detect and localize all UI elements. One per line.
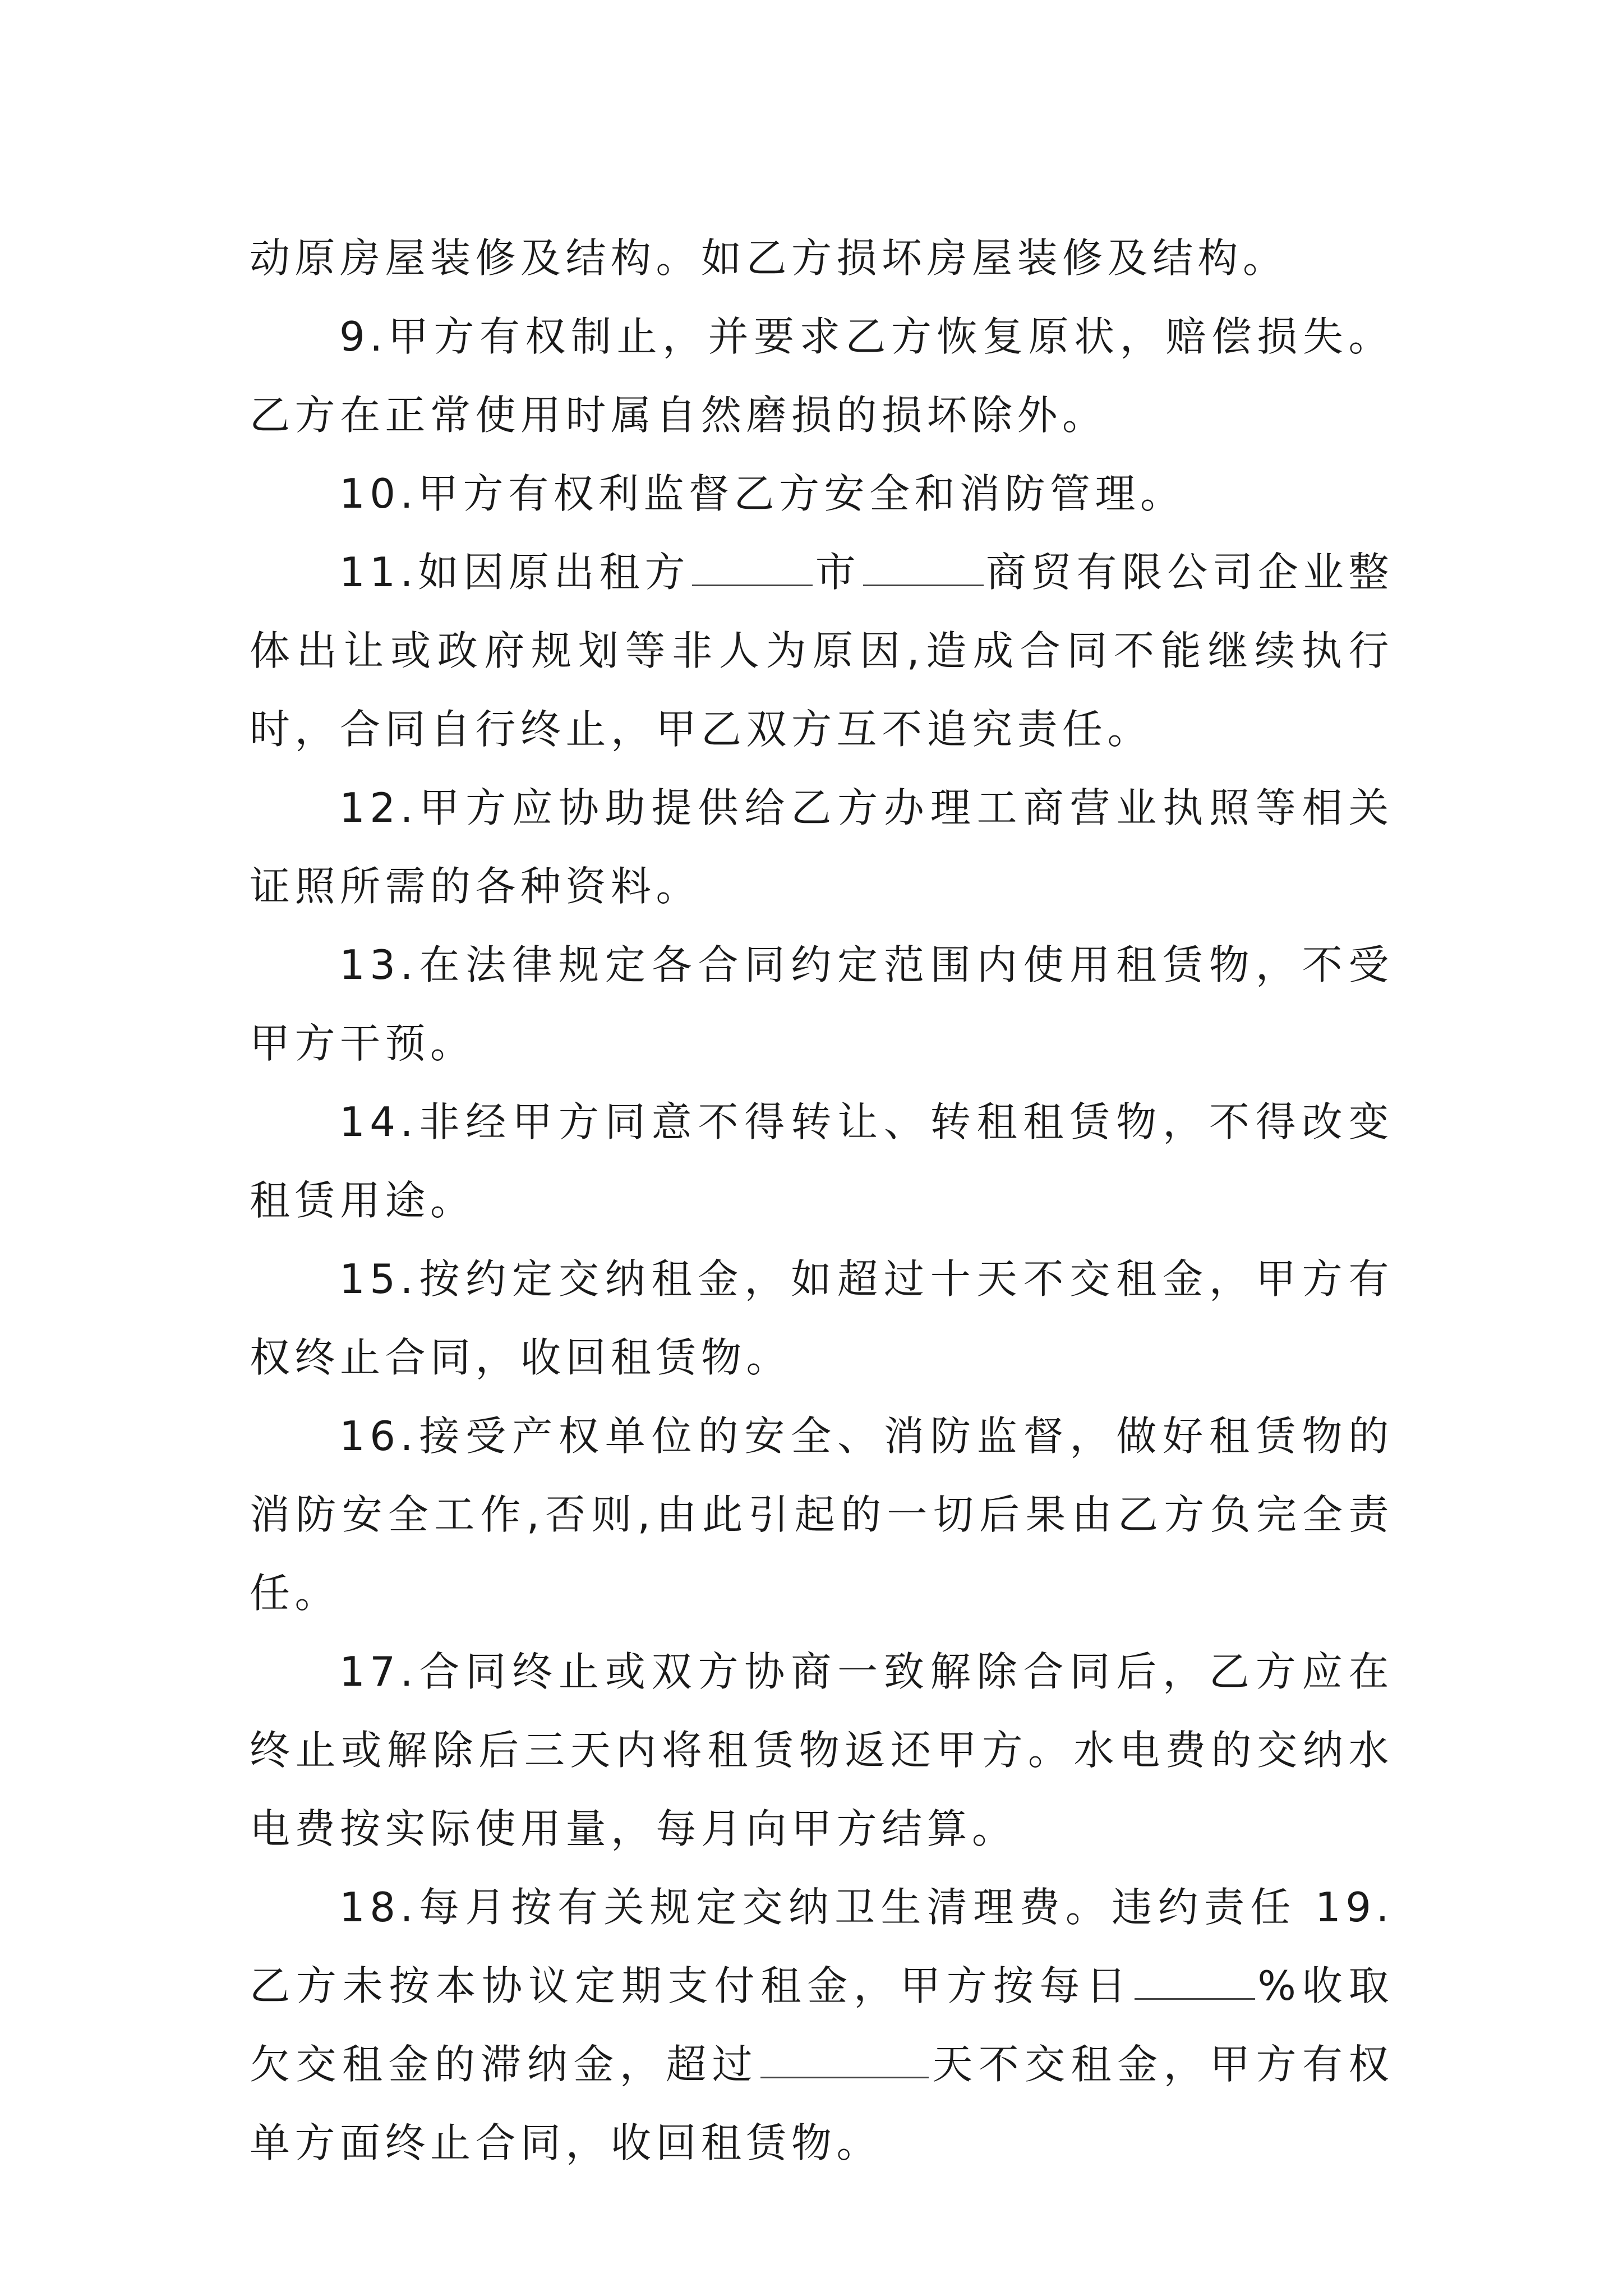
clause-18-text-3: 天不交租金，甲方有权单方面终止合同，收回租赁物。 [250,2041,1394,2166]
company-name-blank[interactable] [863,547,984,586]
clause-10: 10.甲方有权利监督乙方安全和消防管理。 [339,470,1186,517]
clause-14: 14.非经甲方同意不得转让、转租租赁物，不得改变租赁用途。 [250,1098,1394,1224]
clause-15: 15.按约定交纳租金，如超过十天不交租金，甲方有权终止合同，收回租赁物。 [250,1255,1394,1381]
clause-12: 12.甲方应协助提供给乙方办理工商营业执照等相关证照所需的各种资料。 [250,784,1394,910]
late-fee-percent-blank[interactable] [1135,1961,1255,2000]
clause-17: 17.合同终止或双方协商一致解除合同后，乙方应在终止或解除后三天内将租赁物返还甲方。水电费的交纳水电费按实际使用量，每月向甲方结算。 [250,1648,1394,1852]
overdue-days-blank[interactable] [760,2040,929,2078]
clause-16: 16.接受产权单位的安全、消防监督，做好租赁物的消防安全工作,否则,由此引起的一切后果由乙方负完全责任。 [250,1412,1394,1617]
clause-11-text-2: 市 [815,549,861,596]
clause-13: 13.在法律规定各合同约定范围内使用租赁物，不受甲方干预。 [250,941,1394,1067]
clause-11-text-1: 11.如因原出租方 [339,549,690,596]
clause-18-text-1: 18.每月按有关规定交纳卫生清理费。违约责任 19.乙方未按本协议定期支付租金，甲方按每日 [250,1884,1394,2009]
clause-18-text-2: %收取欠交租金的滞纳金，超过 [250,1962,1394,2088]
clause-18-19 [250,1868,1394,2182]
city-blank[interactable] [692,547,813,586]
clause-11-text-3: 商贸有限公司企业整体出让或政府规划等非人为原因,造成合同不能继续执行时，合同自行终止，甲乙双方互不追究责任。 [250,549,1394,753]
clause-11 [250,533,1394,769]
clause-9: 9.甲方有权制止，并要求乙方恢复原状，赔偿损失。乙方在正常使用时属自然磨损的损坏除外。 [250,313,1394,439]
contract-text [250,219,1394,2182]
paragraph-intro: 动原房屋装修及结构。如乙方损坏房屋装修及结构。 [250,234,1288,282]
